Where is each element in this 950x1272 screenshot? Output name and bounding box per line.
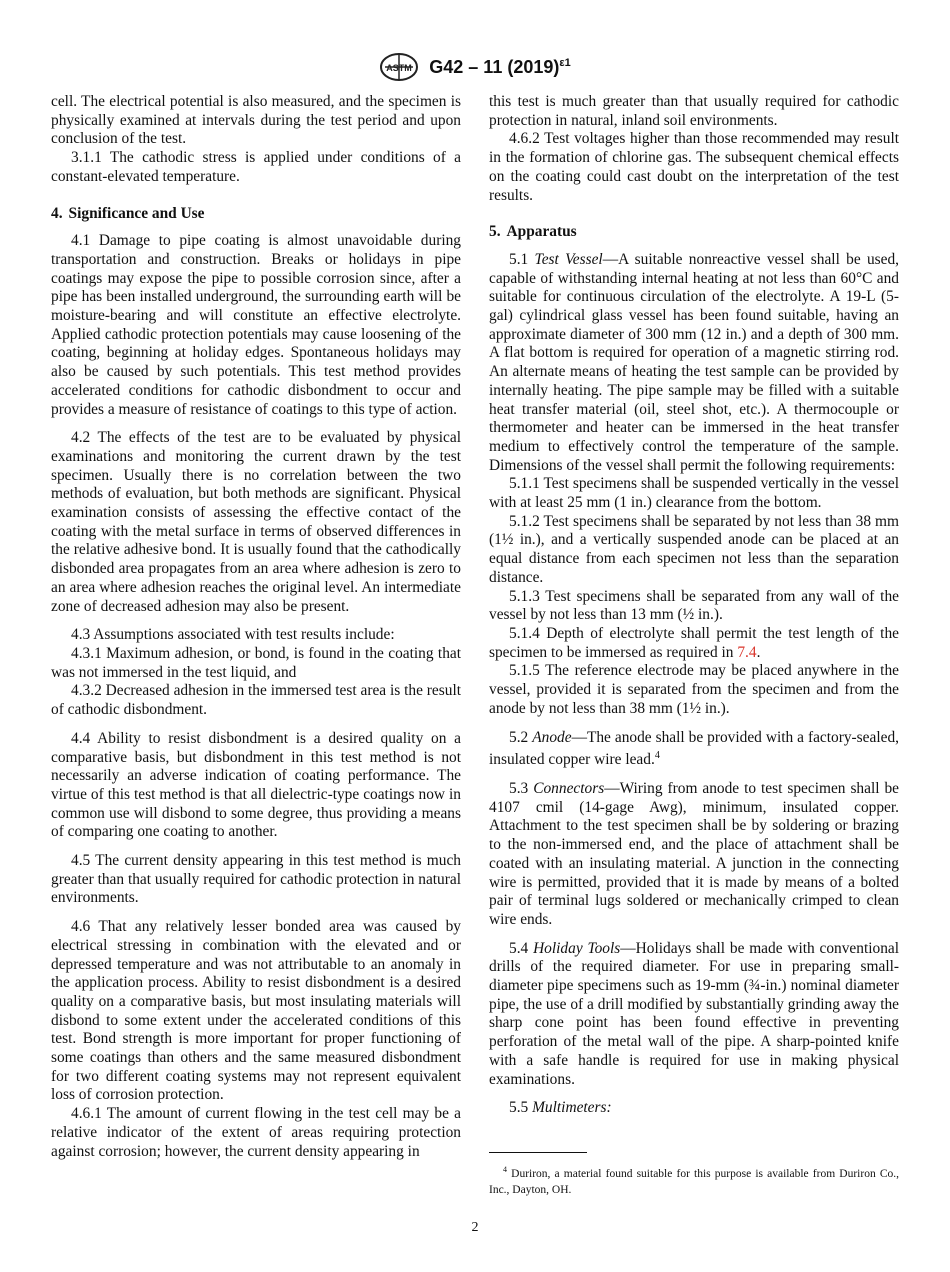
section-heading-4 (51, 205, 461, 224)
section-number: 5. (489, 223, 501, 241)
clause-title: Holiday Tools (533, 939, 621, 957)
clause-number: 5.1 (509, 250, 529, 268)
left-column (51, 93, 461, 1161)
paragraph-4-6-2: 4.6.2 Test voltages higher than those recommended may result in the formation of chlorine gas. The subsequent chemical effects on the coating could cast doubt on the interpretation of the test results. (489, 130, 899, 204)
footnote-4 (489, 1162, 899, 1198)
paragraph-continuation: this test is much greater than that usually required for cathodic protection in natural, inland soil environments. (489, 93, 899, 129)
footnote-text: Duriron, a material found suitable for this purpose is available from Duriron Co., Inc., Dayton, OH. (489, 1167, 899, 1196)
paragraph-5-1 (489, 251, 899, 475)
paragraph-4-5: 4.5 The current density appearing in this test method is much greater than that usually required for cathodic protection in natural environments. (51, 852, 461, 907)
footnote-number: 4 (503, 1165, 507, 1174)
footnote (489, 1162, 899, 1198)
clause-number: 5.5 (509, 1099, 529, 1117)
section-7-4-link[interactable]: 7.4 (737, 643, 757, 661)
clause-text: —Wiring from anode to test specimen shall be 4107 cmil (14-gage Awg), minimum, insulated copper. Attachment to the test specimen shall be by soldering or brazing to the non-immersed end, and the place of attachment shall be coated with an insulating material. A junction in the connecting wire is permitted, provided that it is made by means of a bolted pair of terminal lugs soldered or mechanically crimped to clean wire ends. (489, 780, 899, 928)
clause-title: Anode (532, 728, 572, 746)
paragraph-4-3-2: 4.3.2 Decreased adhesion in the immersed test area is the result of cathodic disbondment. (51, 682, 461, 719)
paragraph-4-4: 4.4 Ability to resist disbondment is a desired quality on a comparative basis, but disbondment in this test method is not necessarily an adverse indication of coating performance. The virtue of this test method is that all dielectric-type coatings now in common use will disbond to some degree, thus providing a means of comparing one coating to another. (51, 729, 461, 841)
clause-text: —Holidays shall be made with conventional drills of the required diameter. For use in preparing small-diameter pipe specimens such as 19-mm (¾-in.) nominal diameter pipe, the use of a drill modified by substantially grinding away the sharp cone point has been found effective in preventing perforation of the metal wall of the pipe. A sharp-pointed knife with a safe handle is required for use in making physical examinations. (489, 939, 899, 1088)
epsilon-mark: ε1 (559, 56, 571, 69)
clause-title: Test Vessel (534, 250, 603, 268)
paragraph-5-2 (489, 729, 899, 771)
paragraph-5-1-1: 5.1.1 Test specimens shall be suspended vertically in the vessel with at least 25 mm (1 in.) clearance from the bottom. (489, 475, 899, 512)
footnote-ref[interactable]: 4 (654, 750, 660, 762)
clause-text: —The anode shall be provided with a factory-sealed, insulated copper wire lead. (489, 728, 899, 769)
page-number: 2 (471, 1220, 479, 1235)
clause-number: 5.4 (509, 939, 529, 957)
clause-text: 5.1.4 Depth of electrolyte shall permit the test length of the specimen to be immersed as required in (489, 624, 899, 661)
astm-logo-icon (379, 52, 419, 82)
clause-end: . (756, 643, 761, 661)
clause-text: —A suitable nonreactive vessel shall be used, capable of withstanding internal heating at not less than 60°C and suitable for continuous circulation of the electrolyte. A 19-L (5-gal) cylindrical glass vessel has been found suitable, having an approximate diameter of 300 mm (12 in.) and a depth of 300 mm. A flat bottom is required for operation of a magnetic stirring rod. An alternate means of heating the test sample can be provided by internally heating. The pipe sample may be filled with a suitable heat transfer material (oil, steel shot, etc.). A thermocouple or thermometer and heater can be immersed in the heat transfer medium to effectively control the temperature of the sample. Dimensions of the vessel shall permit the following requirements: (489, 250, 899, 474)
paragraph-4-6: 4.6 That any relatively lesser bonded area was caused by electrical stressing in combination with the elevated and or depressed temperature and was not attributable to an anomaly in the application process. Ability to resist disbondment is a desired quality on a comparative basis, but most insulating materials will disbond to some extent under the accelerated conditions of this test. Bond strength is more important for proper functioning of some coatings than others and the same measured disbondment for two different coating systems may not represent equivalent loss of corrosion protection. (51, 918, 461, 1104)
paragraph-4-2: 4.2 The effects of the test are to be evaluated by physical examinations and monitoring the current drawn by the test specimen. Usually there is no correlation between the two methods of evaluation, but both methods are significant. Physical examination consists of assessing the effective contact of the coating with the metal surface in terms of observed differences in the relative adhesive bond. It is usually found that the cathodically disbonded area propagates from an area where adhesion is zero to an area where adhesion reaches the original level. An intermediate zone of decreased adhesion may also be present. (51, 429, 461, 615)
paragraph-5-3 (489, 780, 899, 930)
section-heading-5 (489, 223, 899, 242)
clause-number: 5.2 (509, 728, 529, 746)
clause-number: 5.3 (509, 780, 529, 798)
right-column (489, 93, 899, 1118)
section-title: Apparatus (506, 223, 577, 241)
section-title: Significance and Use (68, 204, 205, 222)
paragraph-5-5 (489, 1099, 899, 1118)
paragraph-3-1-1: 3.1.1 The cathodic stress is applied under conditions of a constant-elevated temperature. (51, 149, 461, 185)
paragraph-4-3-1: 4.3.1 Maximum adhesion, or bond, is found in the coating that was not immersed in the test liquid, and (51, 644, 461, 681)
paragraph-continuation: cell. The electrical potential is also measured, and the specimen is physically examined at intervals during the test period and upon conclusion of the test. (51, 93, 461, 148)
paragraph-4-6-1: 4.6.1 The amount of current flowing in the test cell may be a relative indicator of the extent of areas requiring protection against corrosion; however, the current density appearing in (51, 1105, 461, 1160)
clause-title: Connectors (533, 780, 605, 798)
paragraph-4-1: 4.1 Damage to pipe coating is almost unavoidable during transportation and construction. Breaks or holidays in pipe coatings may expose the pipe to possible corrosion since, after a pipe has been installed underground, the surrounding earth will be moisture-bearing and will constitute an effective electrolyte. Applied cathodic protection potentials may cause loosening of the coating, beginning at holiday edges. Spontaneous holidays may also be caused by such potentials. This test method provides accelerated conditions for cathodic disbondment to occur and provides a measure of resistance of coatings to this type of action. (51, 232, 461, 418)
paragraph-5-1-4 (489, 625, 899, 662)
document-designation (429, 57, 570, 78)
paragraph-5-1-2: 5.1.2 Test specimens shall be separated by not less than 38 mm (1½ in.), and a vertically suspended anode can be placed at an equal distance from each specimen not less than the separation distance. (489, 512, 899, 586)
page-header (0, 52, 950, 82)
astm-logo-text: ASTM (386, 63, 413, 73)
section-number: 4. (51, 204, 63, 222)
footnote-divider (489, 1152, 587, 1153)
paragraph-4-3: 4.3 Assumptions associated with test results include: (71, 626, 395, 644)
clause-title: Multimeters: (532, 1099, 612, 1117)
designation-text: G42 – 11 (2019) (429, 56, 560, 77)
paragraph-5-4 (489, 940, 899, 1090)
paragraph-5-1-3: 5.1.3 Test specimens shall be separated from any wall of the vessel by not less than 13 mm (½ in.). (489, 587, 899, 624)
paragraph-5-1-5: 5.1.5 The reference electrode may be placed anywhere in the vessel, provided it is separated from the specimen and from the anode by not less than 38 mm (1½ in.). (489, 662, 899, 717)
